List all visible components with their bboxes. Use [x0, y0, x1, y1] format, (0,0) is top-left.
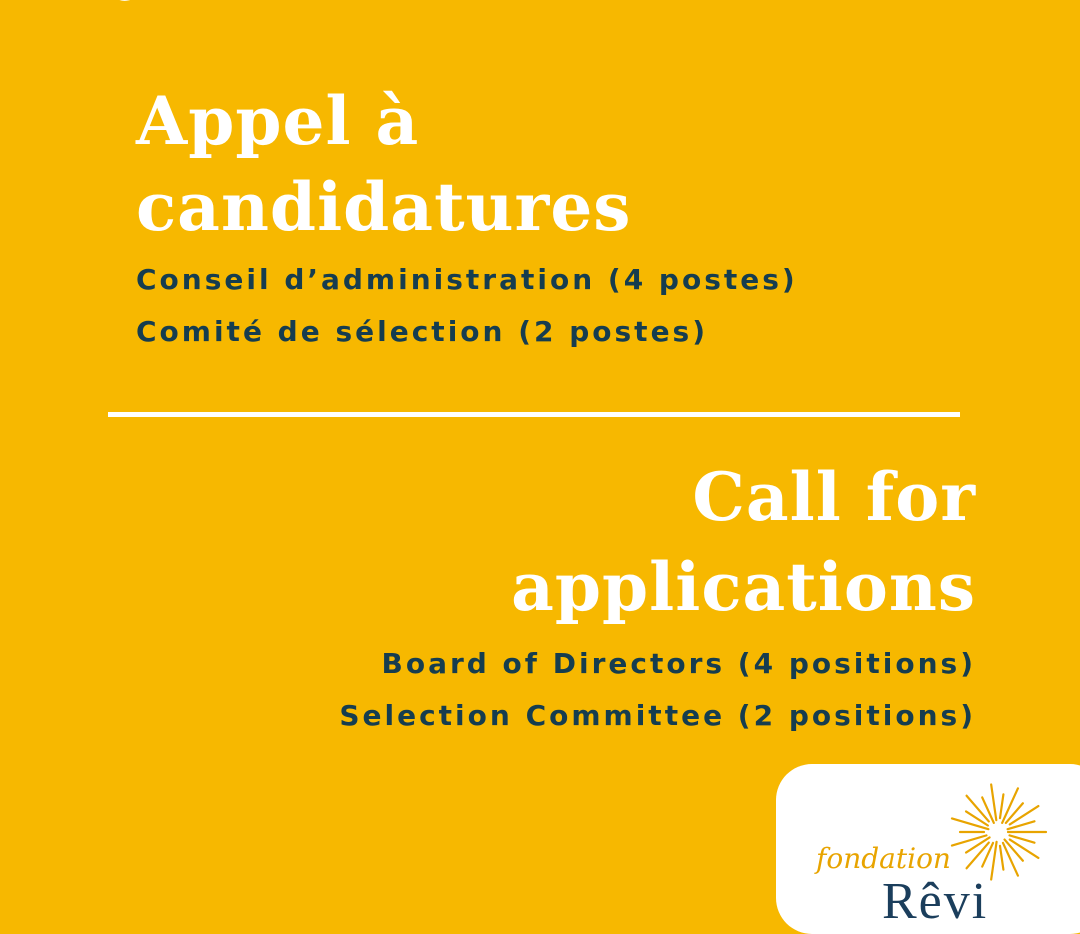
- corner-swoosh-mark: [108, 0, 138, 12]
- sunburst-ray: [991, 784, 996, 820]
- sunburst-ray: [1006, 803, 1023, 823]
- french-position-committee: Comité de sélection (2 postes): [136, 315, 709, 348]
- french-title-line-1: Appel à: [136, 82, 420, 160]
- sunburst-icon: [946, 780, 1050, 884]
- french-title-line-2: candidatures: [136, 168, 632, 246]
- sunburst-ray: [967, 796, 989, 822]
- english-title-line-2: applications: [511, 548, 976, 626]
- sunburst-ray: [1000, 794, 1003, 818]
- french-section: [136, 78, 798, 358]
- english-position-committee: Selection Committee (2 positions): [339, 699, 976, 732]
- french-position-board: Conseil d’administration (4 postes): [136, 263, 798, 296]
- english-positions-list: [339, 638, 976, 742]
- foundation-logo-card: [776, 764, 1080, 934]
- sunburst-ray: [1000, 846, 1003, 870]
- sunburst-ray: [952, 818, 988, 829]
- logo-word-name: Rêvi: [882, 873, 989, 930]
- section-divider: [108, 412, 960, 417]
- french-positions-list: [136, 254, 798, 358]
- english-position-board: Board of Directors (4 positions): [381, 647, 976, 680]
- english-section: [339, 452, 976, 742]
- sunburst-ray: [982, 843, 993, 867]
- sunburst-ray: [967, 843, 989, 869]
- logo-word-fondation: fondation: [816, 842, 951, 875]
- english-title-line-1: Call for: [692, 458, 976, 536]
